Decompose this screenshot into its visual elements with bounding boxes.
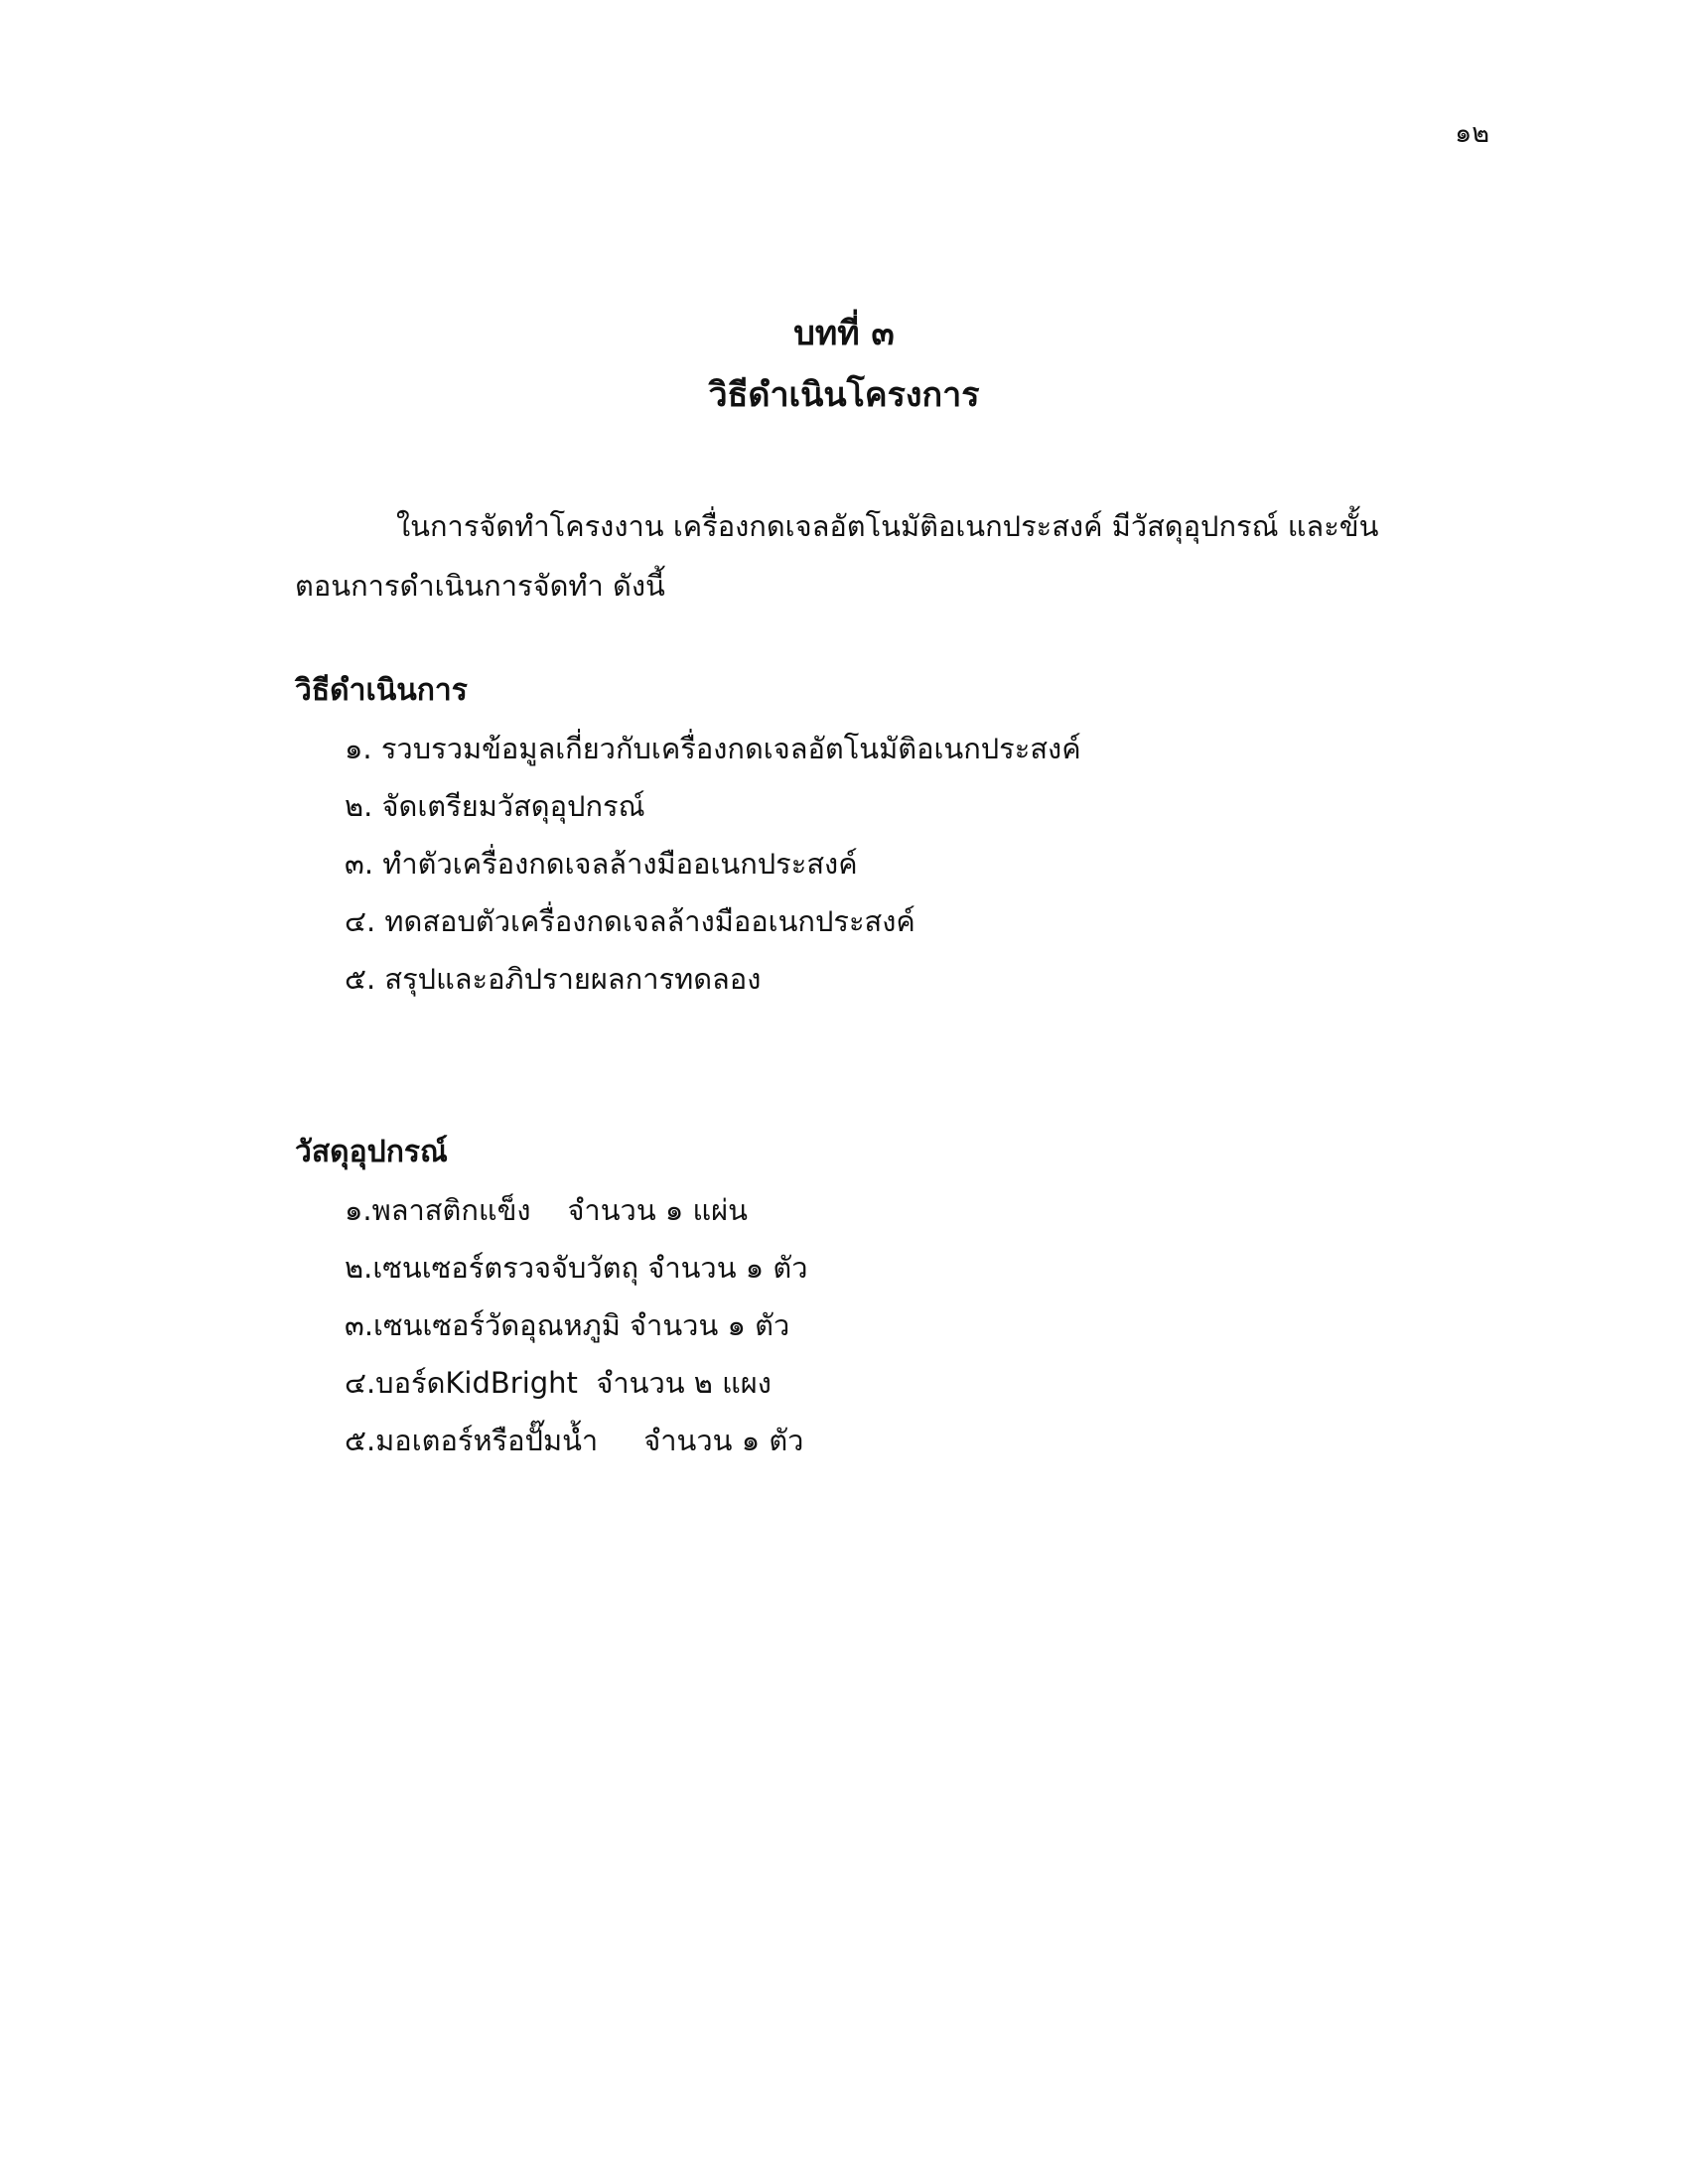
materials-item-2: ๒.เซนเซอร์ตรวจจับวัตถุ จำนวน ๑ ตัว <box>345 1251 808 1285</box>
methods-item-3: ๓. ทำตัวเครื่องกดเจลล้างมืออเนกประสงค์ <box>345 847 858 881</box>
materials-heading: วัสดุอุปกรณ์ <box>295 1135 448 1169</box>
materials-list <box>345 1181 808 1469</box>
materials-item-1: ๑.พลาสติกแข็ง จำนวน ๑ แผ่น <box>345 1193 748 1227</box>
methods-list <box>345 720 1081 1008</box>
methods-item-2: ๒. จัดเตรียมวัสดุอุปกรณ์ <box>345 789 645 823</box>
methods-item-1: ๑. รวบรวมข้อมูลเกี่ยวกับเครื่องกดเจลอัตโนมัติอเนกประสงค์ <box>345 732 1081 765</box>
materials-item-5: ๕.มอเตอร์หรือปั๊มน้ำ จำนวน ๑ ตัว <box>345 1424 804 1457</box>
methods-item-4: ๔. ทดสอบตัวเครื่องกดเจลล้างมืออเนกประสงค์ <box>345 904 915 938</box>
chapter-number: บทที่ ๓ <box>793 314 895 353</box>
intro-paragraph: ในการจัดทำโครงงาน เครื่องกดเจลอัตโนมัติอเนกประสงค์ มีวัสดุอุปกรณ์ และขั้นตอนการดำเนินการจัดทำ ดังนี้ <box>295 509 1379 603</box>
methods-heading: วิธีดำเนินการ <box>295 673 468 708</box>
methods-item-5: ๕. สรุปและอภิปรายผลการทดลอง <box>345 962 762 996</box>
materials-item-4: ๔.บอร์ดKidBright จำนวน ๒ แผง <box>345 1366 772 1400</box>
chapter-title: วิธีดำเนินโครงการ <box>708 375 980 415</box>
page-number: ๑๒ <box>1455 118 1489 149</box>
materials-item-3: ๓.เซนเซอร์วัดอุณหภูมิ จำนวน ๑ ตัว <box>345 1308 790 1342</box>
